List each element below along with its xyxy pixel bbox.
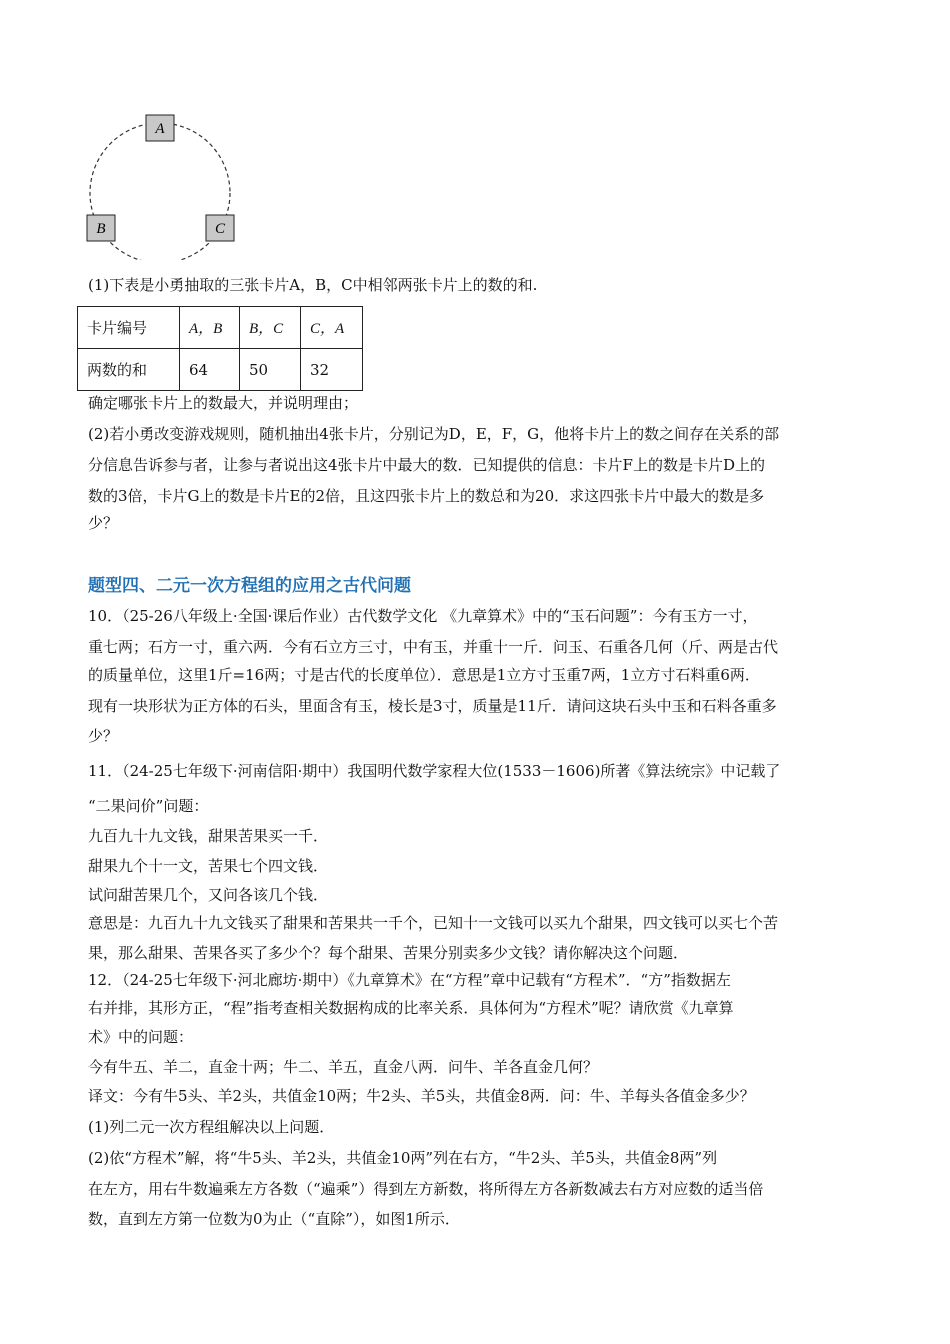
- card-sum-table: [77, 306, 363, 391]
- q10-line: 重七两；石方一寸，重六两．今有石立方三寸，中有玉，并重十一斤．问玉、石重各几何（斤、两是古代: [88, 638, 779, 656]
- q9-part2-line: 数的3倍，卡片G上的数是卡片E的2倍，且这四张卡片上的数总和为20．求这四张卡片中最大的数是多: [88, 487, 765, 505]
- q9-part1: (1)下表是小勇抽取的三张卡片A，B，C中相邻两张卡片上的数的和.: [88, 276, 538, 294]
- table-cell: 50: [240, 349, 301, 391]
- q10-line: 少？: [88, 727, 119, 745]
- q11-line: 九百九十九文钱，甜果苦果买一千．: [88, 827, 329, 845]
- q9-part2-line: 分信息告诉参与者，让参与者说出这4张卡片中最大的数．已知提供的信息：卡片F上的数是卡片D上的: [88, 456, 765, 474]
- q12-line: 译文：今有牛5头、羊2头，共值金10两；牛2头、羊5头，共值金8两．问：牛、羊每头各值金多少？: [88, 1087, 755, 1105]
- card-b-label: B: [96, 221, 106, 237]
- table-cell: 64: [180, 349, 240, 391]
- q11-line: 试问甜苦果几个，又问各该几个钱．: [88, 886, 329, 904]
- table-cell: C，A: [301, 307, 363, 349]
- table-row: [78, 349, 363, 391]
- q12-line: 今有牛五、羊二，直金十两；牛二、羊五，直金八两．问牛、羊各直金几何？: [88, 1058, 599, 1076]
- q12-line: 在左方，用右牛数遍乘左方各数（“遍乘”）得到左方新数，将所得左方各新数减去右方对应数的适当倍: [88, 1180, 764, 1198]
- q12-line: (2)依“方程术”解，将“牛5头、羊2头，共值金10两”列在右方，“牛2头、羊5头，共值金8两”列: [88, 1149, 718, 1167]
- q12-line: 数，直到左方第一位数为0为止（“直除”），如图1所示．: [88, 1210, 460, 1228]
- card-a-label: A: [155, 121, 165, 137]
- card-circle-diagram: [80, 110, 250, 260]
- q9-part2-line: (2)若小勇改变游戏规则，随机抽出4张卡片，分别记为D，E，F，G，他将卡片上的数之间存在关系的部: [88, 425, 780, 443]
- q12-line: 12．（24-25七年级下·河北廊坊·期中）《九章算术》在“方程”章中记载有“方程术”．“方”指数据左: [88, 971, 731, 989]
- table-cell: 32: [301, 349, 363, 391]
- q11-line: 果，那么甜果、苦果各买了多少个？每个甜果、苦果分别卖多少文钱？请你解决这个问题．: [88, 944, 689, 962]
- q9-part1-ask: 确定哪张卡片上的数最大，并说明理由；: [88, 394, 359, 412]
- q9-part2-line: 少？: [88, 514, 119, 532]
- q10-line: 现有一块形状为正方体的石头，里面含有玉，棱长是3寸，质量是11斤．请问这块石头中玉和石料各重多: [88, 697, 777, 715]
- table-cell: 两数的和: [78, 349, 180, 391]
- q11-line: 甜果九个十一文，苦果七个四文钱．: [88, 857, 329, 875]
- table-cell: 卡片编号: [78, 307, 180, 349]
- q10-line: 10．（25-26八年级上·全国·课后作业）古代数学文化 《九章算术》中的“玉石问题”：今有玉方一寸，: [88, 607, 758, 625]
- card-c-label: C: [214, 221, 226, 237]
- table-cell: A，B: [180, 307, 240, 349]
- section-title: 题型四、二元一次方程组的应用之古代问题: [88, 576, 411, 596]
- q10-line: 的质量单位，这里1斤=16两；寸是古代的长度单位）．意思是1立方寸玉重7两，1立方寸石料重6两．: [88, 666, 760, 684]
- q12-line: (1)列二元一次方程组解决以上问题．: [88, 1118, 335, 1136]
- q12-line: 右并排，其形方正，“程”指考查相关数据构成的比率关系．具体何为“方程术”呢？请欣赏《九章算: [88, 999, 734, 1017]
- table-row: [78, 307, 363, 349]
- q11-line: 11．（24-25七年级下·河南信阳·期中）我国明代数学家程大位(1533－1606)所著《算法统宗》中记载了: [88, 762, 781, 780]
- q12-line: 术》中的问题：: [88, 1028, 194, 1046]
- q11-line: “二果问价”问题：: [88, 797, 209, 815]
- q11-line: 意思是：九百九十九文钱买了甜果和苦果共一千个，已知十一文钱可以买九个甜果，四文钱可以买七个苦: [88, 914, 779, 932]
- table-cell: B，C: [240, 307, 301, 349]
